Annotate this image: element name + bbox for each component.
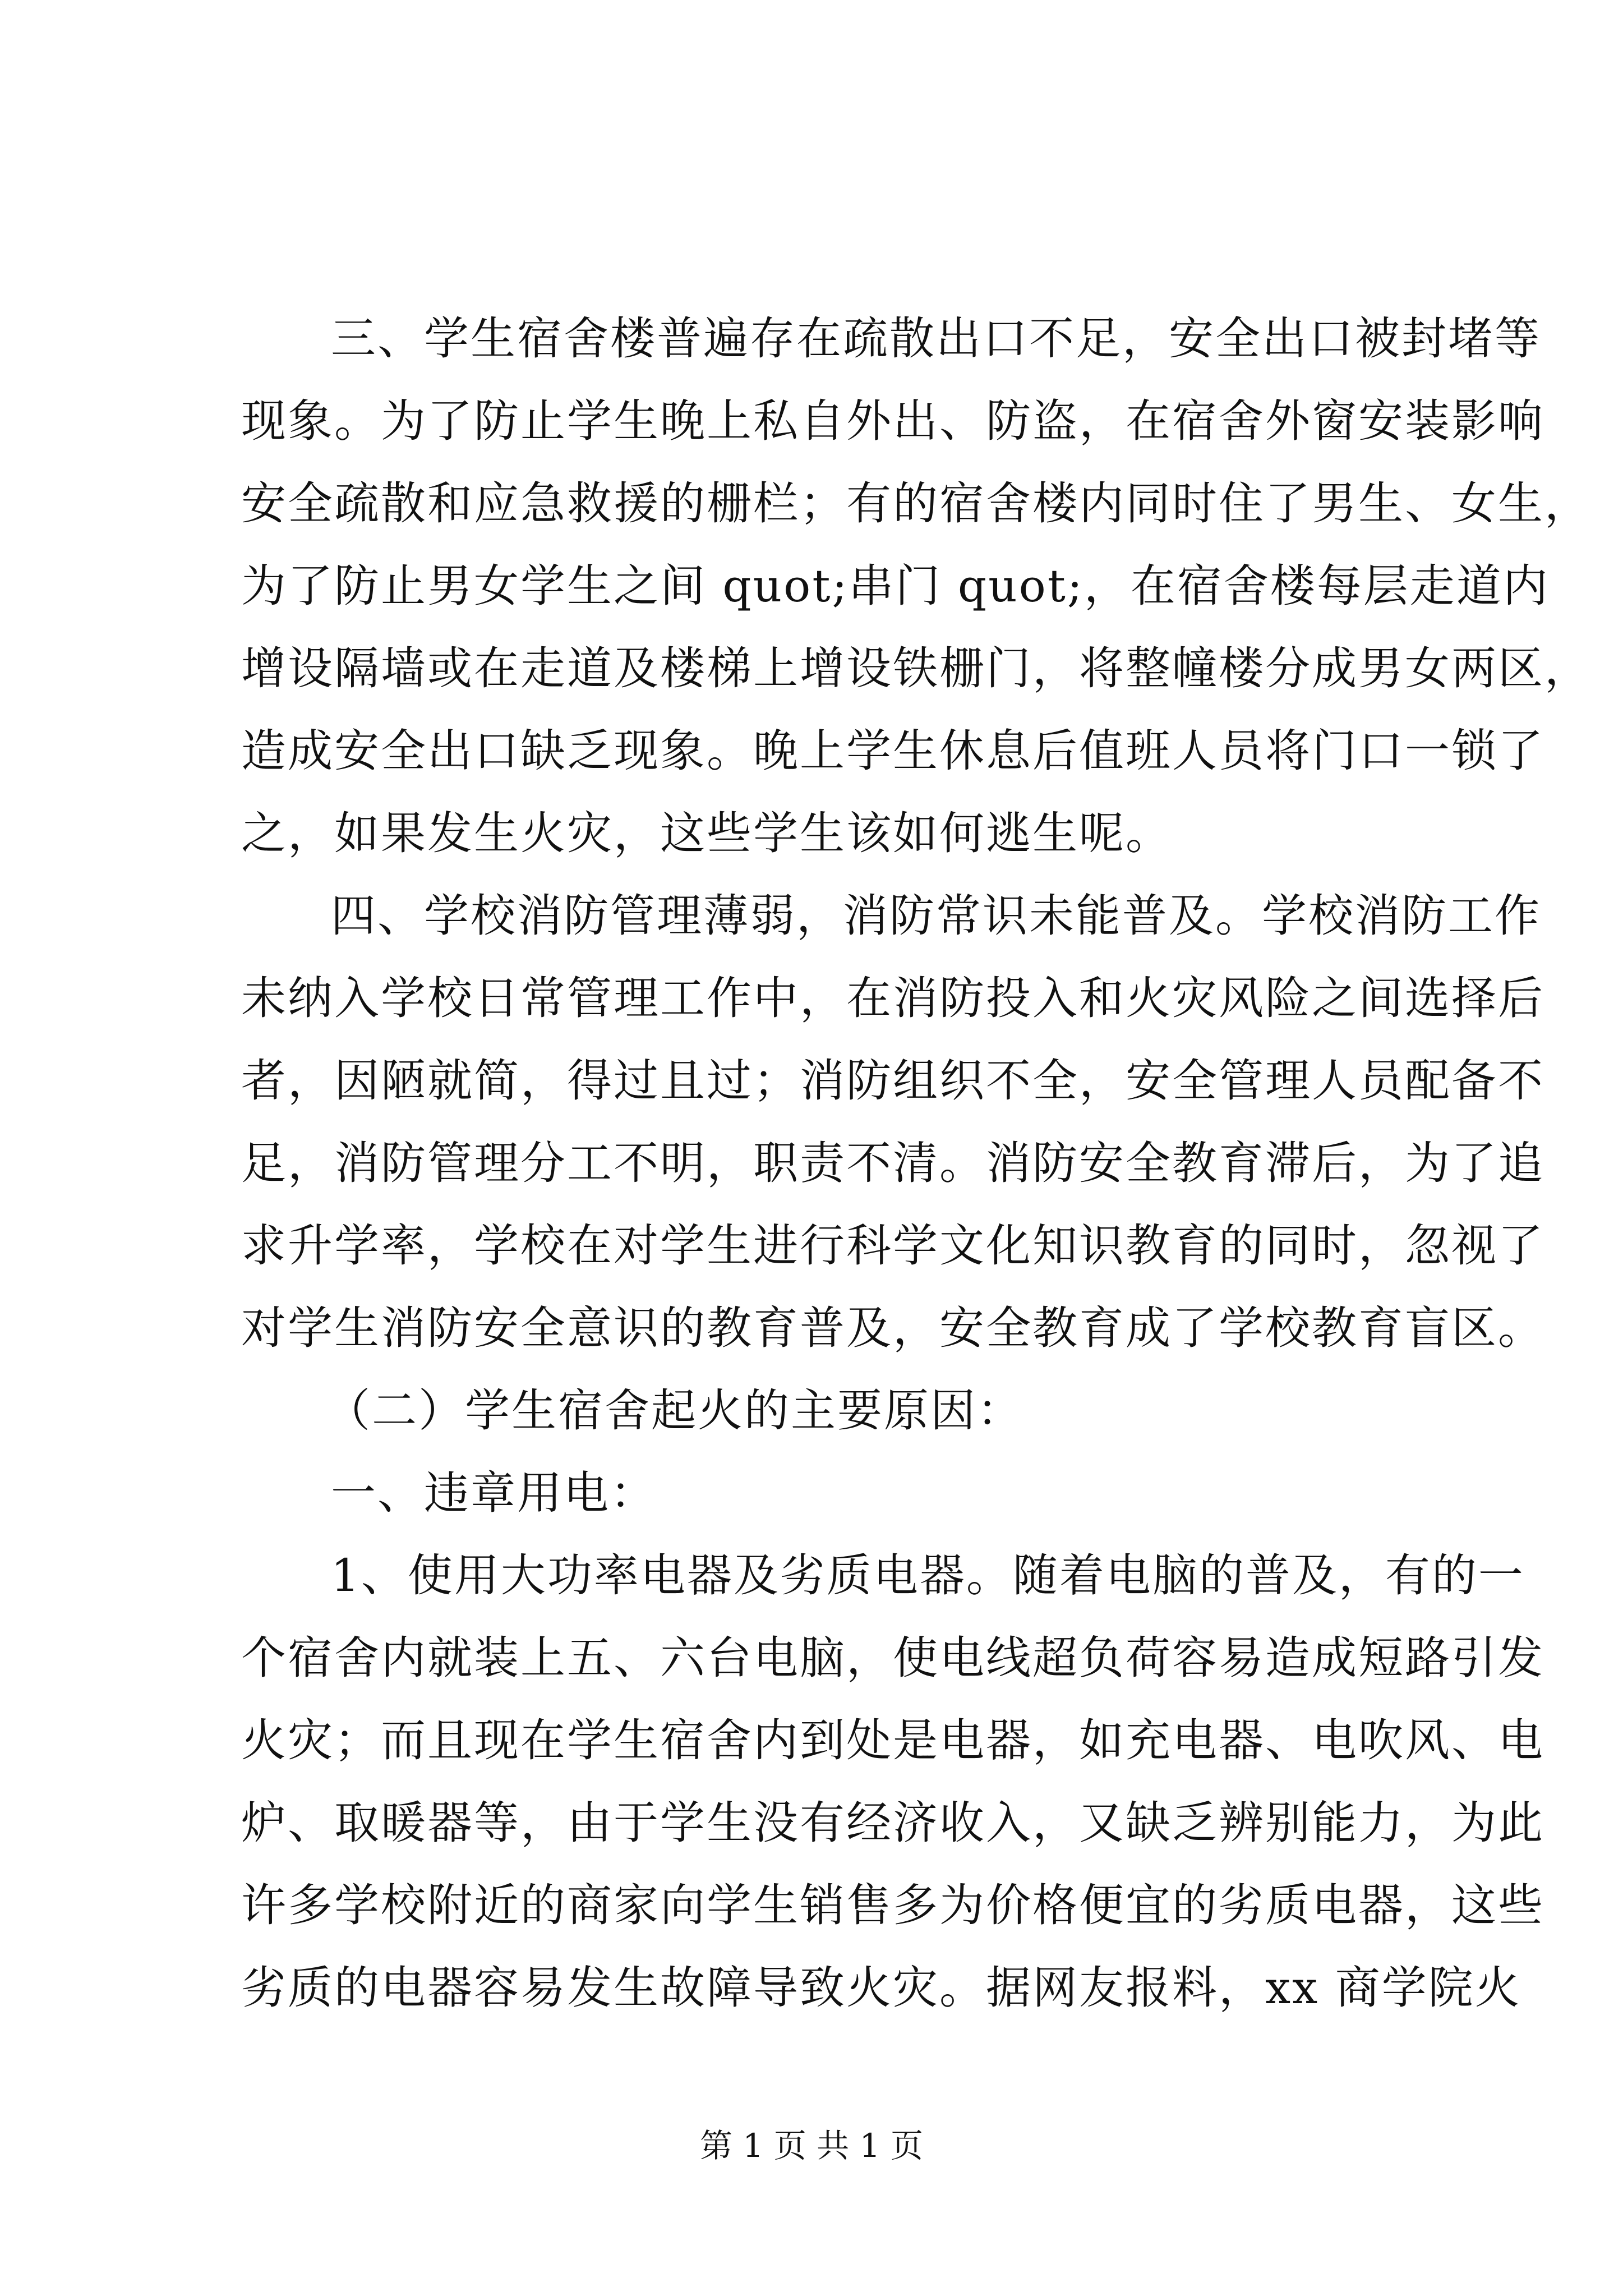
paragraph-line: 对学生消防安全意识的教育普及，安全教育成了学校教育盲区。 [241, 1302, 1544, 1354]
subsection-heading: 一、违章用电： [331, 1467, 657, 1519]
page-footer: 第 1 页 共 1 页 [700, 2127, 923, 2165]
paragraph-line: 增设隔墙或在走道及楼梯上增设铁栅门，将整幢楼分成男女两区， [241, 642, 1591, 694]
document-body [241, 297, 1591, 2029]
paragraph-line: 许多学校附近的商家向学生销售多为价格便宜的劣质电器，这些 [241, 1879, 1544, 1931]
paragraph-line: 者，因陋就简，得过且过；消防组织不全，安全管理人员配备不 [241, 1055, 1544, 1107]
paragraph-line: 劣质的电器容易发生故障导致火灾。据网友报料，xx 商学院火 [241, 1962, 1521, 2014]
paragraph-line: 现象。为了防止学生晚上私自外出、防盗，在宿舍外窗安装影响 [241, 395, 1544, 447]
paragraph-line: 火灾；而且现在学生宿舍内到处是电器，如充电器、电吹风、电 [241, 1714, 1544, 1766]
paragraph-line: 安全疏散和应急救援的栅栏；有的宿舍楼内同时住了男生、女生， [241, 477, 1591, 530]
paragraph-line: 四、学校消防管理薄弱，消防常识未能普及。学校消防工作 [331, 890, 1541, 942]
paragraph-line: 炉、取暖器等，由于学生没有经济收入，又缺乏辨别能力，为此 [241, 1797, 1544, 1849]
paragraph-line: 之，如果发生火灾，这些学生该如何逃生呢。 [241, 807, 1172, 859]
paragraph-line: 未纳入学校日常管理工作中，在消防投入和火灾风险之间选择后 [241, 972, 1544, 1024]
paragraph-line: 造成安全出口缺乏现象。晚上学生休息后值班人员将门口一锁了 [241, 725, 1544, 777]
paragraph-line: 个宿舍内就装上五、六台电脑，使电线超负荷容易造成短路引发 [241, 1632, 1544, 1684]
paragraph-line: 为了防止男女学生之间 quot;串门 quot;，在宿舍楼每层走道内 [241, 560, 1550, 612]
paragraph-line: 三、学生宿舍楼普遍存在疏散出口不足，安全出口被封堵等 [331, 312, 1541, 365]
section-heading: （二）学生宿舍起火的主要原因： [325, 1384, 1023, 1437]
paragraph-line: 1、使用大功率电器及劣质电器。随着电脑的普及，有的一 [331, 1549, 1525, 1602]
paragraph-line: 足，消防管理分工不明，职责不清。消防安全教育滞后，为了追 [241, 1137, 1544, 1189]
paragraph-line: 求升学率，学校在对学生进行科学文化知识教育的同时，忽视了 [241, 1220, 1544, 1272]
